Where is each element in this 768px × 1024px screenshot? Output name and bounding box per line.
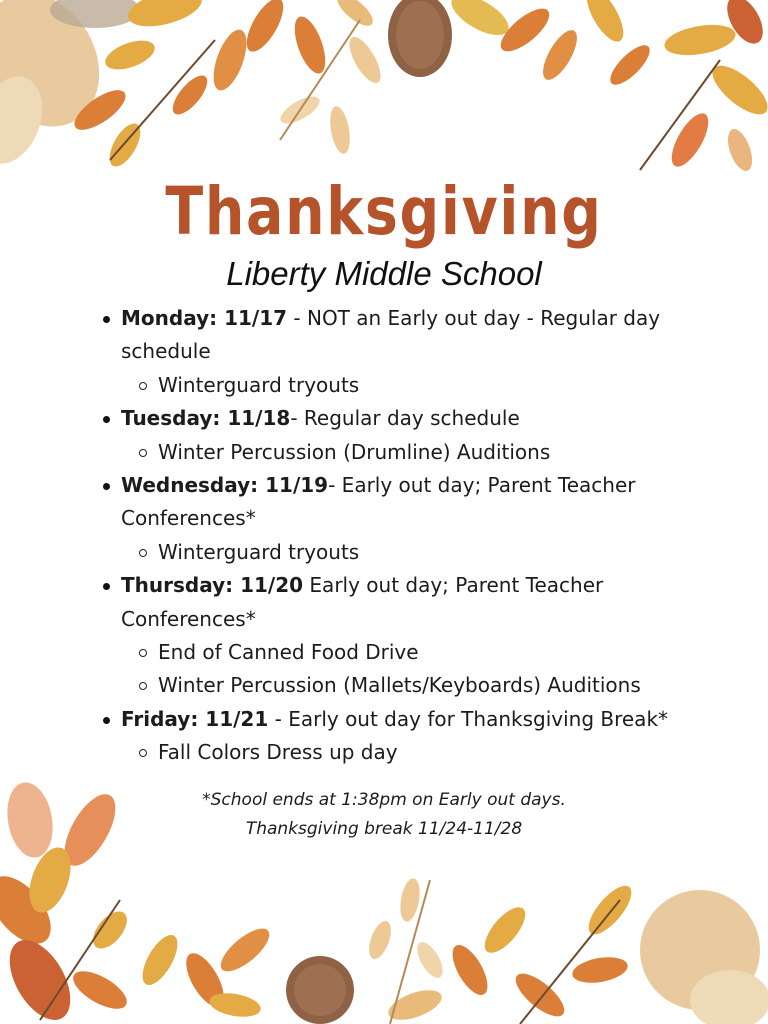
event-list — [121, 736, 721, 769]
footnote — [0, 786, 768, 844]
day-description: - Early out day; Parent Teacher Conferences* — [121, 473, 636, 531]
day-description: - Regular day schedule — [290, 406, 520, 431]
page-title: Thanksgiving — [165, 173, 603, 250]
school-name: Liberty Middle School — [226, 255, 542, 292]
day-label: Monday: 11/17 — [121, 306, 288, 330]
event-item: Winterguard tryouts — [158, 369, 721, 402]
event-item: Winterguard tryouts — [158, 536, 721, 569]
event-list — [121, 369, 721, 402]
day-description: Early out day; Parent Teacher Conferences* — [121, 573, 604, 631]
day-item-wednesday — [121, 469, 721, 569]
autumn-leaves-top — [0, 0, 768, 200]
footnote-line-2: Thanksgiving break 11/24-11/28 — [245, 819, 523, 839]
day-description: - NOT an Early out day - Regular day schedule — [121, 306, 661, 364]
event-item: Fall Colors Dress up day — [158, 736, 721, 769]
day-item-tuesday — [121, 402, 721, 469]
day-label: Wednesday: 11/19 — [121, 473, 329, 498]
day-item-thursday — [121, 569, 721, 703]
day-description: - Early out day for Thanksgiving Break* — [268, 706, 669, 731]
day-label: Friday: 11/21 — [121, 706, 269, 731]
event-list — [121, 536, 721, 569]
event-item: Winter Percussion (Mallets/Keyboards) Auditions — [158, 669, 721, 702]
day-label: Thursday: 11/20 — [121, 573, 304, 598]
day-label: Tuesday: 11/18 — [121, 406, 291, 431]
event-list — [121, 436, 721, 469]
event-list — [121, 636, 721, 703]
day-item-monday — [121, 302, 721, 402]
event-item: Winter Percussion (Drumline) Auditions — [158, 436, 721, 469]
day-item-friday — [121, 703, 721, 770]
schedule-list — [121, 302, 721, 770]
event-item: End of Canned Food Drive — [158, 636, 721, 669]
footnote-line-1: *School ends at 1:38pm on Early out days. — [202, 790, 566, 810]
